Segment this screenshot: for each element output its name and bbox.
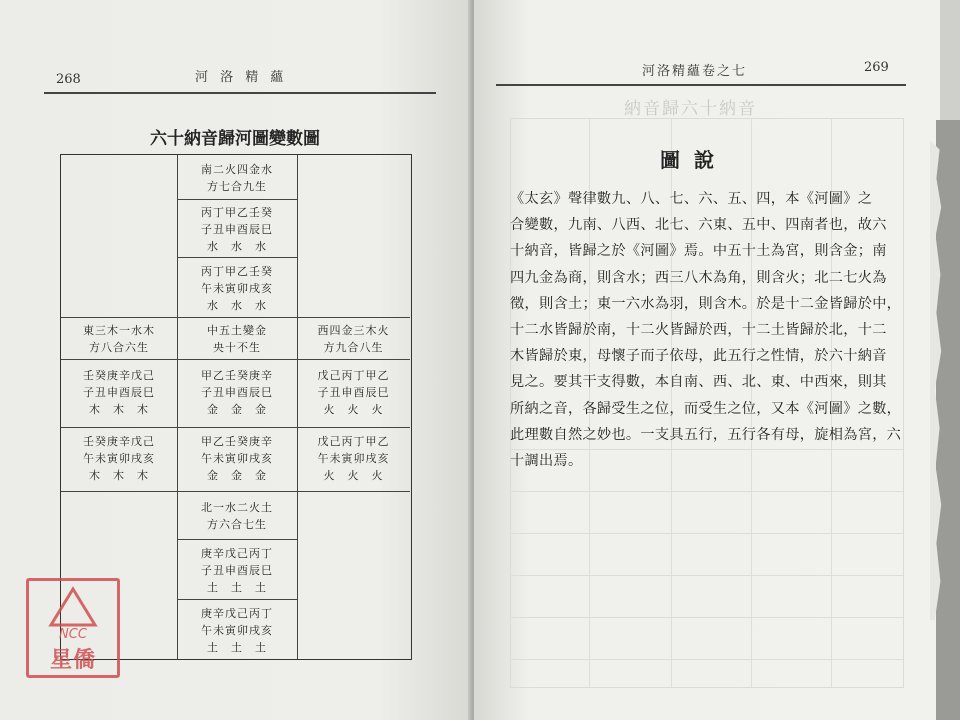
grid-cell-north-direction: 北一水二火土 方六合七生 <box>201 501 273 531</box>
left-header-rule <box>44 92 436 94</box>
left-running-title: 河 洛 精 蘊 <box>195 70 288 85</box>
ncc-watermark-stamp <box>26 578 120 678</box>
right-page <box>474 0 940 720</box>
grid-cell-west-direction: 西四金三木火 方九合八生 <box>317 324 390 354</box>
grid-cell-west-wu: 戊己丙丁甲乙 午未寅卯戌亥 火 火 火 <box>317 435 390 482</box>
body-text <box>510 186 908 474</box>
body-line: 十二水皆歸於南，十二火皆歸於西，十二土皆歸於北，十二 <box>510 322 887 339</box>
grid-hline <box>61 491 410 492</box>
left-page <box>0 0 472 720</box>
grid-hline <box>177 599 297 600</box>
grid-cell-east-direction: 東三木一水木 方八合六生 <box>83 324 155 354</box>
grid-hline <box>177 257 297 258</box>
grid-hline <box>61 317 410 318</box>
grid-cell-south-wu: 丙丁甲乙壬癸 午未寅卯戌亥 水 水 水 <box>201 265 273 312</box>
grid-cell-north-zi: 庚辛戊己丙丁 子丑申酉辰巳 土 土 土 <box>201 547 273 594</box>
grid-cell-south-zi: 丙丁甲乙壬癸 子丑申酉辰巳 水 水 水 <box>201 206 273 253</box>
left-page-number: 268 <box>56 72 81 87</box>
body-line: 《太玄》聲律數九、八、七、六、五、四，本《河圖》之 <box>510 191 873 207</box>
body-line: 見之。要其干支得數，本自南、西、北、東、中西來，則其 <box>510 374 887 391</box>
grid-hline <box>61 427 410 428</box>
grid-cell-south-direction: 南二火四金水 方七合九生 <box>201 163 273 193</box>
grid-cell-west-zi: 戊己丙丁甲乙 子丑申酉辰巳 火 火 火 <box>317 369 390 416</box>
right-page-number: 269 <box>864 60 889 75</box>
figure-title: 六十納音歸河圖變數圖 <box>150 129 320 149</box>
body-line: 十調出焉。 <box>510 453 583 470</box>
stamp-latin-text: NCC <box>59 627 87 642</box>
grid-cell-center-zi: 甲乙壬癸庚辛 子丑申酉辰巳 金 金 金 <box>201 369 273 416</box>
body-line: 合變數，九南、八西、北七、六東、五中、四南者也，故六 <box>510 217 887 234</box>
bleed-through-line <box>511 617 903 618</box>
bleed-through-heading: 納音歸六十納音 <box>624 99 757 119</box>
grid-hline <box>61 359 410 360</box>
body-line: 木皆歸於東，母懷子而子依母，此五行之性情，於六十納音 <box>510 348 887 365</box>
bleed-through-line <box>511 575 903 576</box>
grid-hline <box>177 539 297 540</box>
body-line: 四九金為商，則含水；西三八木為角，則含火；北二七火為 <box>510 269 887 286</box>
grid-cell-east-wu: 壬癸庚辛戊己 午未寅卯戌亥 木 木 木 <box>83 435 155 482</box>
body-line: 徵，則含土；東一六水為羽，則含木。於是十二金皆歸於中， <box>510 295 902 312</box>
section-heading: 圖說 <box>660 148 728 172</box>
grid-cell-north-wu: 庚辛戊己丙丁 午未寅卯戌亥 土 土 土 <box>201 607 273 654</box>
grid-cell-east-zi: 壬癸庚辛戊己 子丑申酉辰巳 木 木 木 <box>83 369 155 416</box>
stamp-han-text: 星僑 <box>49 647 96 673</box>
grid-cell-center-wu: 甲乙壬癸庚辛 午未寅卯戌亥 金 金 金 <box>201 435 273 482</box>
right-header-rule <box>496 84 906 86</box>
body-line: 此理數自然之妙也。一支具五行，五行各有母，旋相為宮，六 <box>510 426 902 443</box>
bleed-through-line <box>511 533 903 534</box>
body-line: 十納音，皆歸之於《河圖》焉。中五十土為宮，則含金；南 <box>510 243 887 260</box>
grid-cell-center-direction: 中五土變金 央十不生 <box>207 324 267 354</box>
right-running-title: 河洛精蘊卷之七 <box>642 64 748 79</box>
grid-hline <box>177 199 297 200</box>
bleed-through-line <box>511 659 903 660</box>
body-line: 所納之音，各歸受生之位，而受生之位，又本《河圖》之數， <box>510 400 902 417</box>
bleed-through-line <box>511 491 903 492</box>
